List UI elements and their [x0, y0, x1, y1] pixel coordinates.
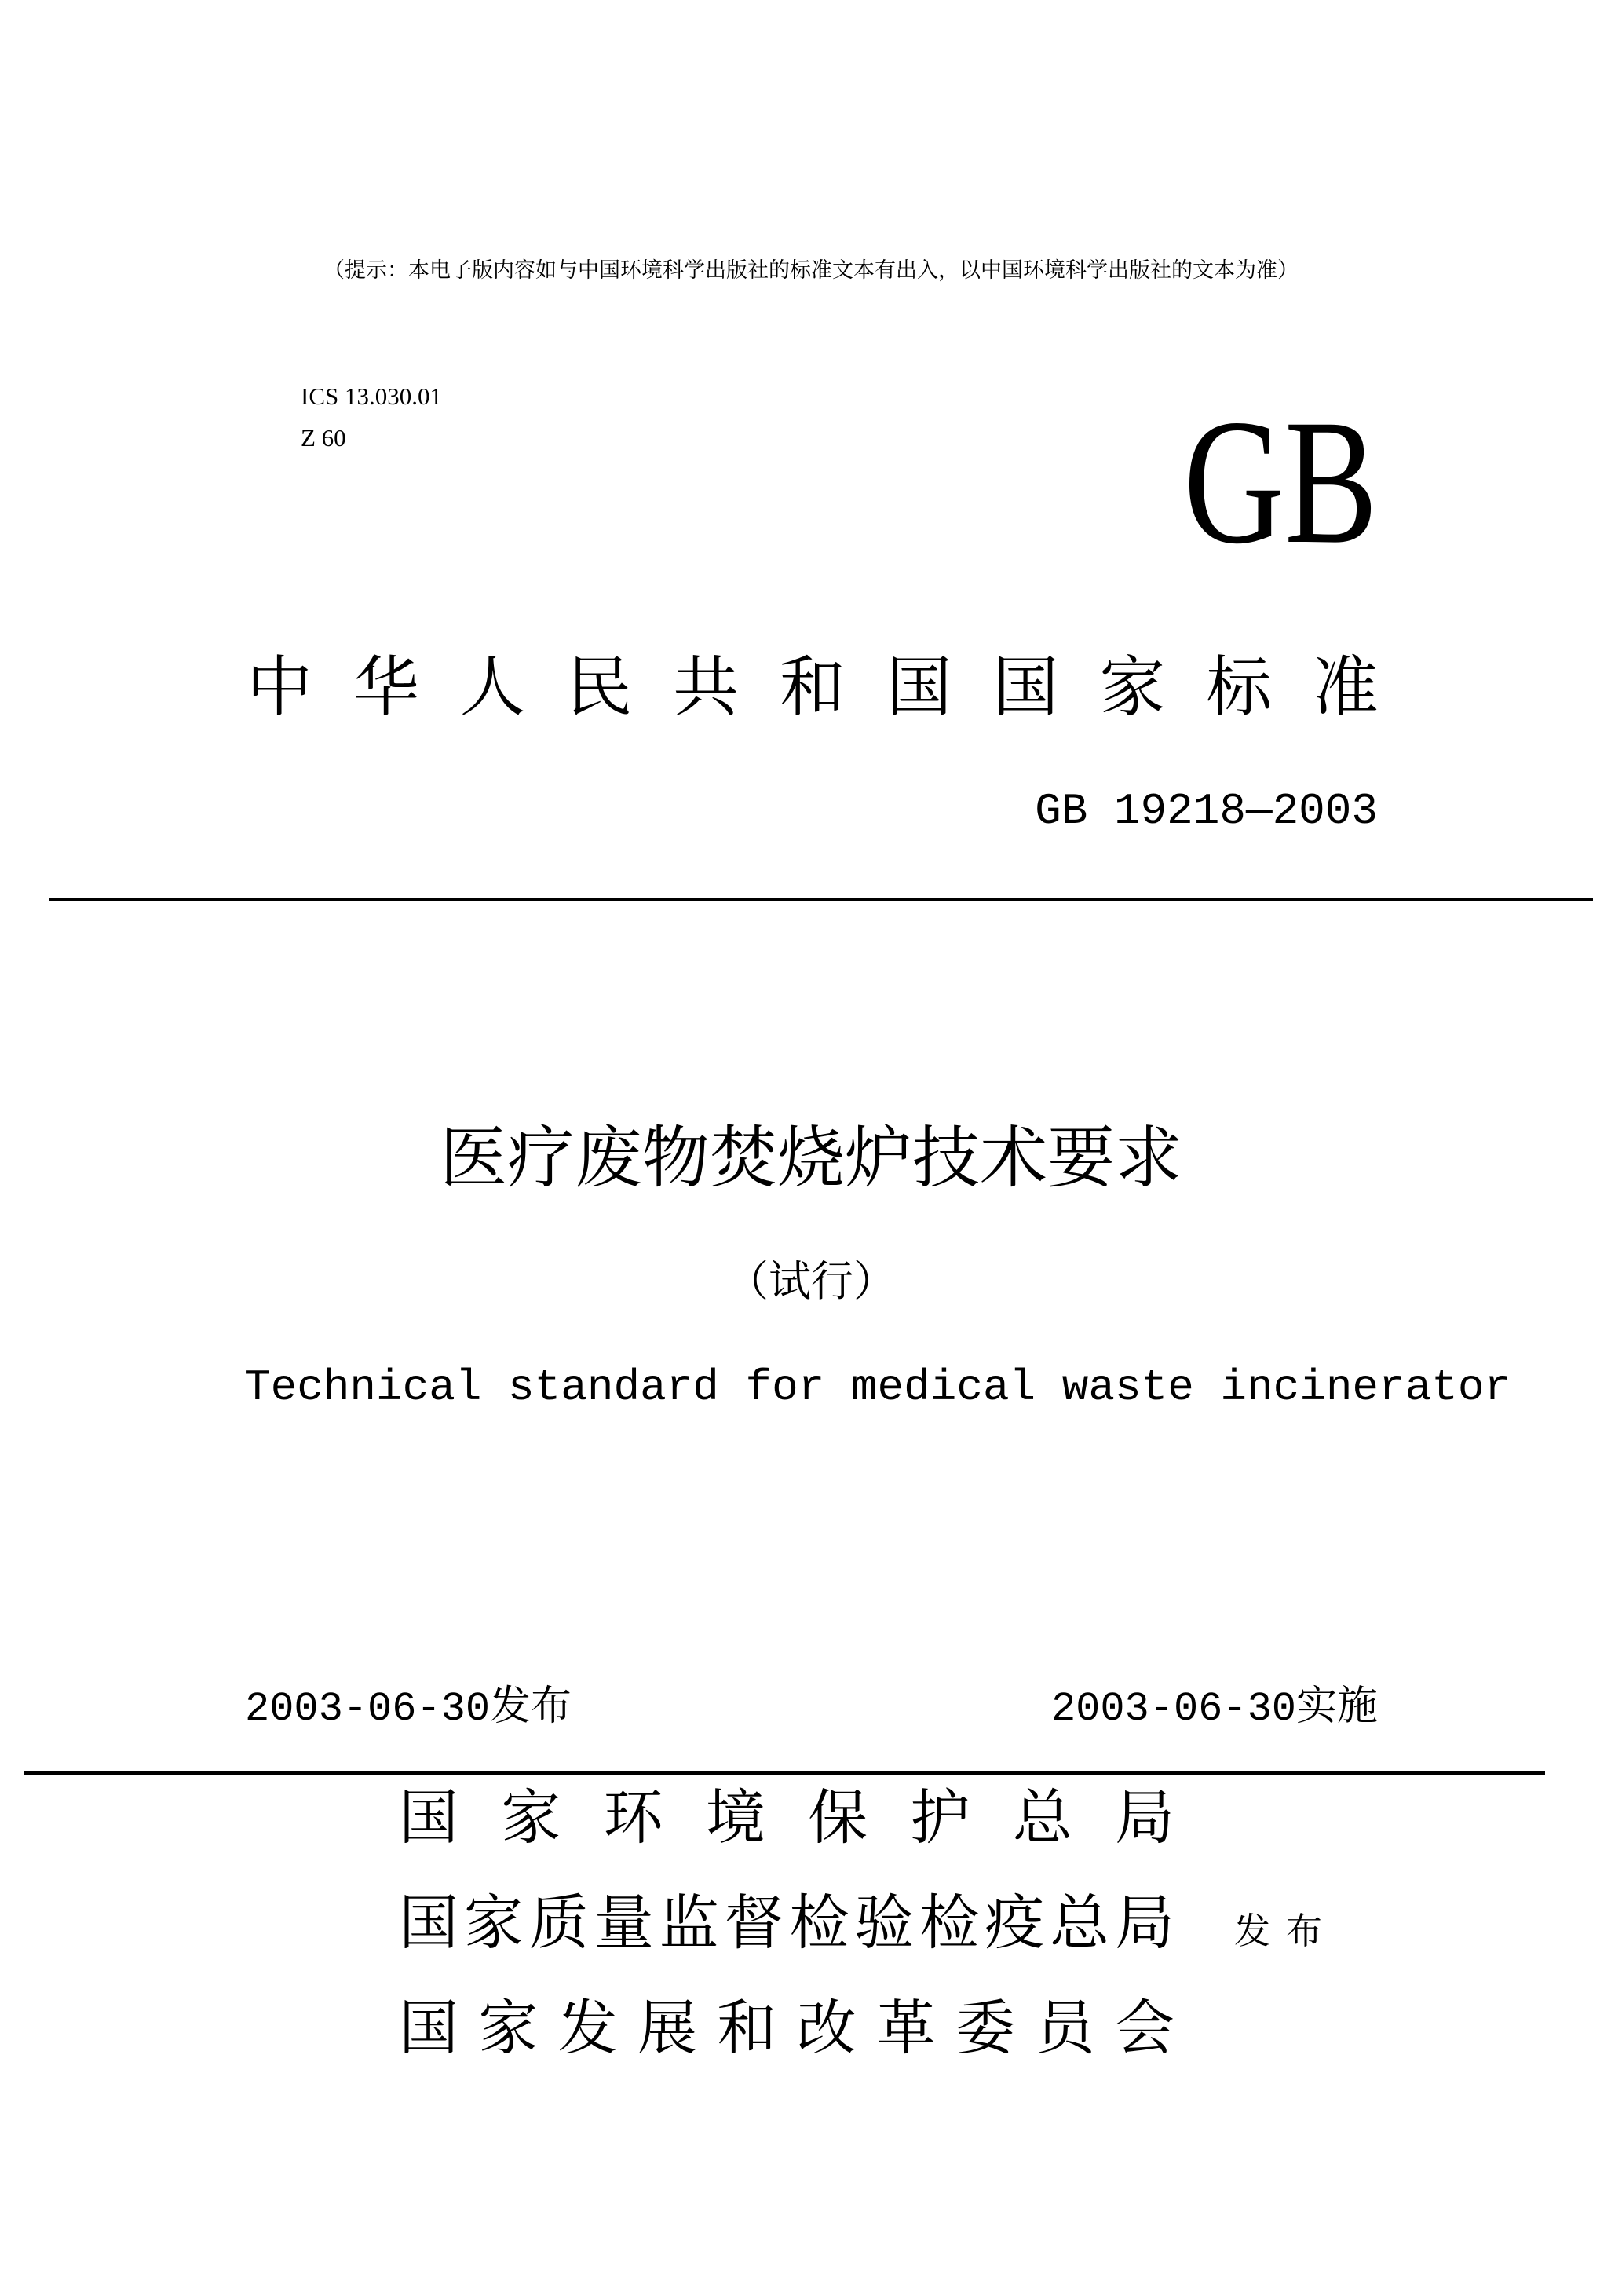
issuer-char: 发	[557, 1993, 618, 2063]
issuer-char: 展	[637, 1993, 697, 2063]
issuer-char: 护	[910, 1782, 970, 1852]
issuer-char: 家	[501, 1782, 561, 1852]
issuer-char: 改	[796, 1993, 857, 2063]
issuer-char: 疫	[985, 1888, 1045, 1958]
issuer-char: 监	[659, 1888, 719, 1958]
issuer-development-reform	[399, 1993, 1174, 2064]
title-char: 国	[992, 649, 1059, 726]
implementation-date: 2003-06-30实施	[1050, 1686, 1378, 1732]
disclaimer-notice: （提示：本电子版内容如与中国环境科学出版社的标准文本有出入，以中国环境科学出版社的文本为准）	[323, 258, 1299, 283]
issuer-char: 家	[463, 1888, 524, 1958]
issuer-char: 总	[1012, 1782, 1072, 1852]
issuer-environmental-protection	[399, 1782, 1174, 1853]
issuer-char: 局	[1114, 1782, 1174, 1852]
ccs-code: Z 60	[301, 424, 346, 452]
title-char: 标	[1206, 649, 1273, 726]
title-char: 准	[1312, 649, 1379, 726]
issuer-char: 会	[1114, 1993, 1174, 2063]
publish-label: 发布	[1234, 1910, 1338, 1952]
gb-logo: GB	[1183, 383, 1378, 581]
title-char: 和	[779, 649, 846, 726]
issuer-char: 员	[1035, 1993, 1095, 2063]
bottom-divider	[24, 1771, 1545, 1775]
title-char: 共	[673, 649, 740, 726]
title-char: 家	[1099, 649, 1166, 726]
standard-number: GB 19218—2003	[1035, 786, 1378, 836]
issuer-char: 委	[955, 1993, 1016, 2063]
issuer-char: 革	[875, 1993, 936, 2063]
document-title-en: Technical standard for medical waste incinerator	[244, 1362, 1511, 1413]
issuer-char: 局	[1114, 1888, 1174, 1958]
issuer-char: 督	[724, 1888, 784, 1958]
issuer-char: 国	[399, 1888, 458, 1958]
issuer-char: 国	[399, 1782, 458, 1852]
issuer-char: 量	[594, 1888, 654, 1958]
issuer-char: 环	[603, 1782, 663, 1852]
title-char: 人	[459, 649, 526, 726]
classification-codes	[301, 375, 442, 459]
issuer-char: 家	[478, 1993, 539, 2063]
release-date: 2003-06-30发布	[245, 1686, 572, 1732]
title-char: 华	[353, 649, 419, 726]
issuer-char: 检	[919, 1888, 980, 1958]
issuer-char: 验	[854, 1888, 915, 1958]
issuer-quality-supervision	[399, 1888, 1174, 1958]
title-char: 民	[566, 649, 633, 726]
top-divider	[49, 898, 1593, 901]
issuer-char: 保	[808, 1782, 868, 1852]
issuer-char: 和	[717, 1993, 777, 2063]
issuer-char: 境	[705, 1782, 765, 1852]
issuer-char: 检	[789, 1888, 849, 1958]
ics-code: ICS 13.030.01	[301, 382, 442, 410]
issuer-char: 质	[528, 1888, 589, 1958]
title-char: 中	[247, 649, 313, 726]
issuer-char: 国	[399, 1993, 458, 2063]
issuer-char: 总	[1050, 1888, 1110, 1958]
title-char: 国	[886, 649, 952, 726]
national-standard-title	[247, 648, 1379, 726]
trial-note: （试行）	[726, 1256, 896, 1306]
document-title-cn: 医疗废物焚烧炉技术要求	[440, 1119, 1182, 1197]
